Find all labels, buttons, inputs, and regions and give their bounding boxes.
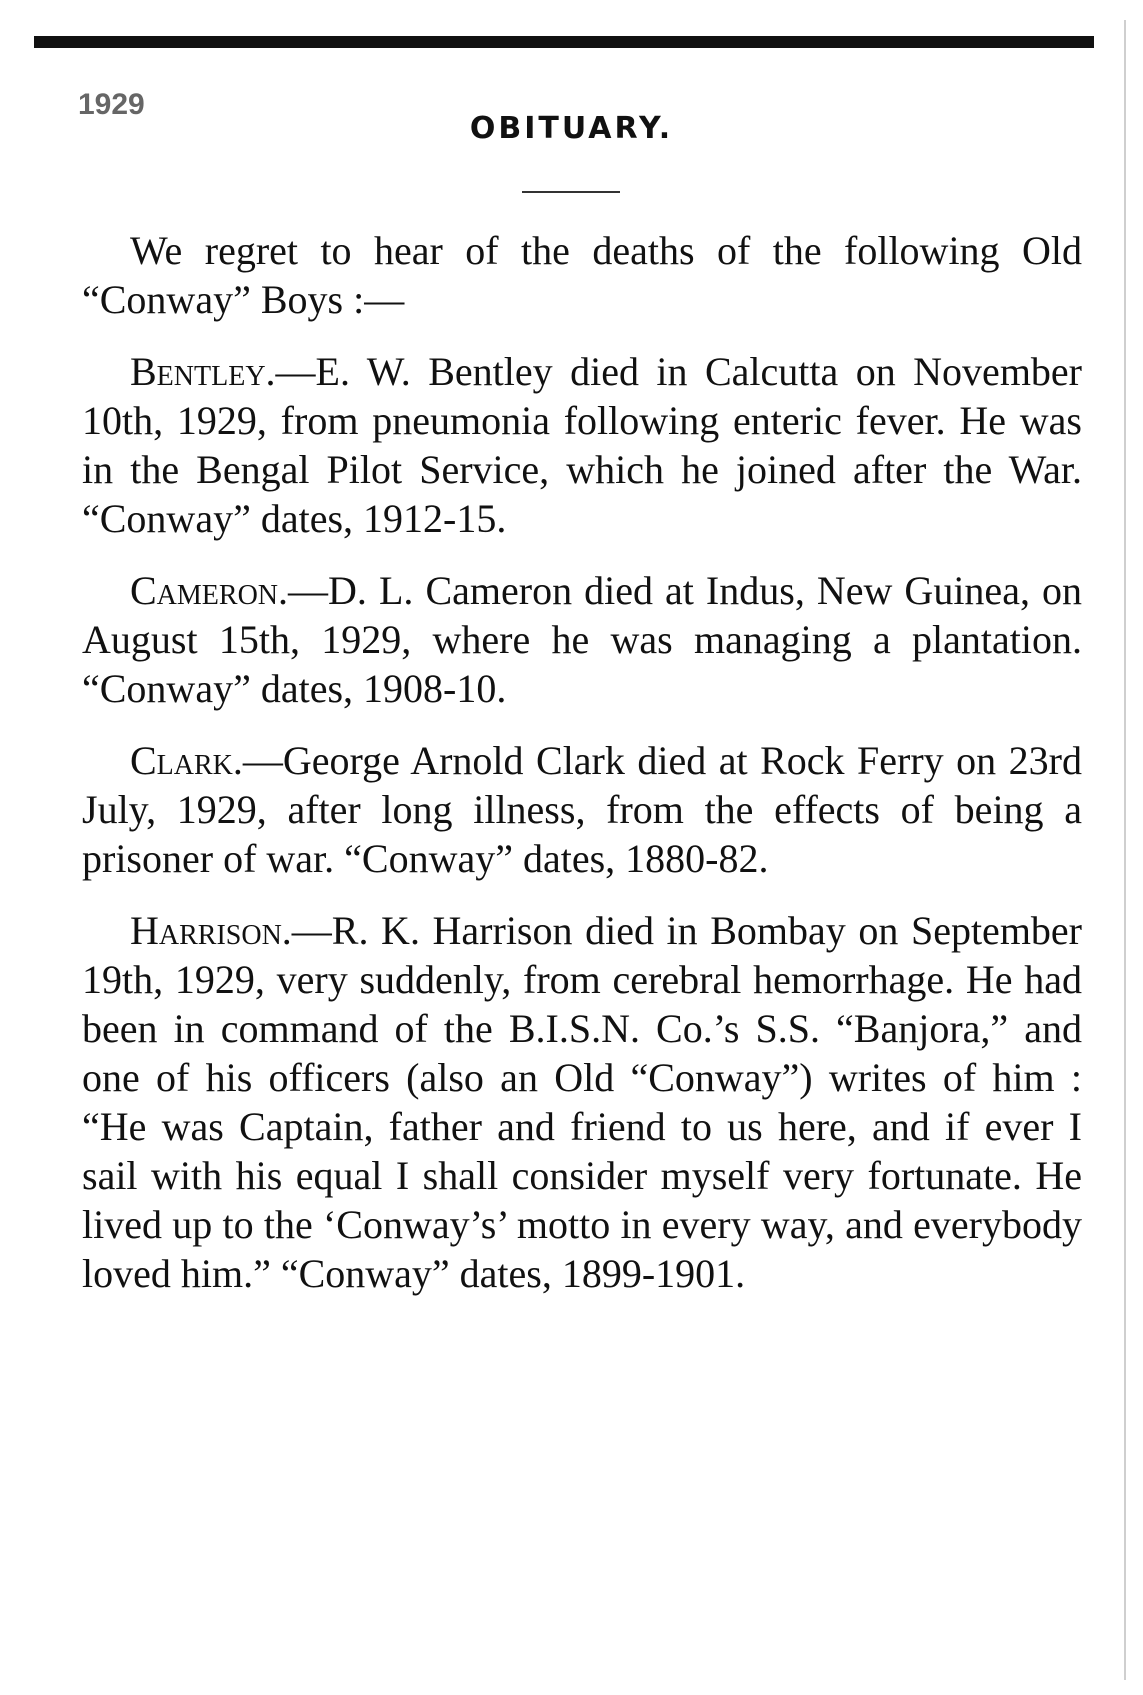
obituary-entry-harrison — [82, 906, 1082, 1298]
page-edge-line — [1124, 20, 1126, 1680]
title-divider — [522, 191, 620, 193]
entry-surname: Harrison. — [130, 908, 292, 953]
entry-text: —E. W. Bentley died in Calcutta on November 10th, 1929, from pneumonia following enteric fever. He was in the Bengal Pilot Service, which he joined after the War. “Conway” dates, 1912-15. — [82, 349, 1082, 541]
entry-text: —D. L. Cameron died at Indus, New Guinea, on August 15th, 1929, where he was managing a plantation. “Conway” dates, 1908-10. — [82, 568, 1082, 711]
year-label: 1929 — [78, 88, 145, 121]
entry-surname: Bentley. — [130, 349, 276, 394]
obituary-entry-clark — [82, 736, 1082, 883]
intro-paragraph: We regret to hear of the deaths of the following Old “Conway” Boys :— — [82, 228, 1082, 322]
entry-surname: Cameron. — [130, 568, 289, 613]
top-rule — [34, 36, 1094, 48]
entry-text: —R. K. Harrison died in Bombay on September 19th, 1929, very suddenly, from cerebral hemorrhage. He had been in command of the B.I.S.N. Co.’s S.S. “Banjora,” and one of his officers (also an Old “Conway”) writes of him : “He was Captain, father and friend to us here, and if ever I sail with his equal I shall consider myself very fortunate. He lived up to the ‘Conway’s’ motto in every way, and everybody loved him.” “Conway” dates, 1899-1901. — [82, 908, 1082, 1296]
obituary-entry-cameron — [82, 566, 1082, 713]
obituary-entry-bentley — [82, 347, 1082, 543]
entry-surname: Clark. — [130, 738, 243, 783]
entry-text: —George Arnold Clark died at Rock Ferry on 23rd July, 1929, after long illness, from the effects of being a prisoner of war. “Conway” dates, 1880-82. — [82, 738, 1082, 881]
page-title: OBITUARY. — [469, 111, 674, 146]
obituary-body — [82, 226, 1082, 1321]
